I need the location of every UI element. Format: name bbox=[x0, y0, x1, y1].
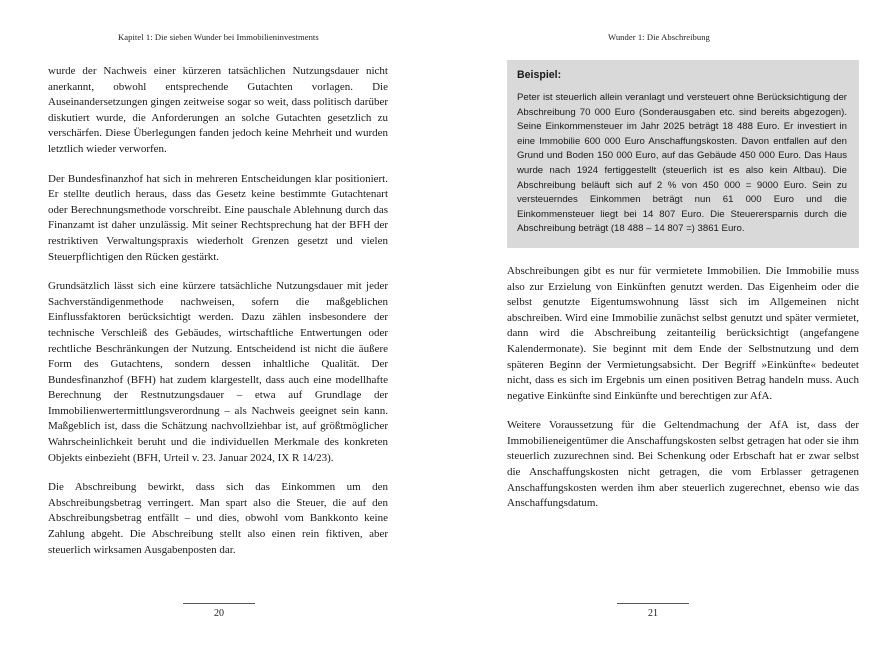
paragraph: Die Abschreibung bewirkt, dass sich das Einkommen um den Abschreibungsbetrag verringert. Man spart also die Steuer, die auf den Abschreibungsbetrag entfällt – und dies, obwohl vom Bankkonto keine Zahlung abgeht. Die Abschreibung stellt also einen rein fiktiven, aber steuerlich wirksamen Ausgabenposten dar. bbox=[48, 481, 388, 556]
paragraph: Weitere Voraussetzung für die Geltendmachung der AfA ist, dass der Immobilieneigentümer die Anschaffungskosten selbst getragen hat oder sie ihm steuerlich zuzurechnen sind. Bei Schenkung oder Erbschaft hat er zwar selbst die Anschaffungskosten nicht getragen, die vom Erblasser getragenen Anschaffungskosten werden ihm aber steuerlich zugerechnet, ebenso wie das Anschaffungsdatum. bbox=[507, 419, 859, 510]
running-head: Wunder 1: Die Abschreibung bbox=[608, 32, 710, 42]
example-title: Beispiel: bbox=[517, 69, 562, 81]
paragraph: Abschreibungen gibt es nur für vermietete Immobilien. Die Immobilie muss also zur Erzielung von Einkünften genutzt werden. Das Eigenheim oder die selbst genutzte Eigentumswohnung lässt sich im Allgemeinen nicht abschreiben. Wird eine Immobilie zunächst selbst genutzt und später vermietet, dann wird die Abschreibung zeitanteilig berücksichtigt (angefangene Kalendermonate). Sie beginnt mit dem Ende der Selbstnutzung und dem späteren Beginn der Vermietungsabsicht. Der Begriff »Einkünfte« bedeutet nicht, dass es sich im Ergebnis um einen positiven Betrag handeln muss. Auch negative Einkünfte sind Einkünfte und berechtigen zur AfA. bbox=[507, 264, 859, 402]
footer-rule bbox=[617, 603, 689, 604]
paragraph: wurde der Nachweis einer kürzeren tatsächlichen Nutzungsdauer nicht anerkannt, obwohl entsprechende Gutachten vorlagen. Die Auseinandersetzungen gingen zeitweise sogar so weit, dass politisch darüber diskutiert wurde, die Anforderungen an solche Gutachten gesetzlich zu verschärfen. Diese Überlegungen fanden jedoch keine Mehrheit und wurden letztlich wieder verworfen. bbox=[48, 65, 388, 155]
page-number: 21 bbox=[648, 608, 658, 619]
example-text: Peter ist steuerlich allein veranlagt und versteuert ohne Berücksichtigung der Abschreibung 70 000 Euro (Sonderausgaben etc. sind bereits abgezogen). Seine Einkommensteuer im Jahr 2025 beträgt 18 488 Euro. Er investiert in eine Immobilie 600 000 Euro Anschaffungskosten. Davon entfallen auf den Grund und Boden 150 000 Euro, auf das Gebäude 450 000 Euro. Das Haus wurde nach 1924 fertiggestellt (steuerlich ist es also kein Altbau). Die Abschreibung beläuft sich auf 2 % von 450 000 = 9000 Euro. Sein zu versteuerndes Einkommen beträgt nun 61 000 Euro und die Einkommensteuer liegt bei 14 807 Euro. Die Steuerersparnis durch die Abschreibung beträgt (18 488 – 14 807 =) 3861 Euro. bbox=[517, 92, 847, 235]
page-body bbox=[507, 64, 859, 526]
paragraph: Grundsätzlich lässt sich eine kürzere tatsächliche Nutzungsdauer mit jeder Sachverständigenmethode nachweisen, sofern die maßgeblichen Einflussfaktoren berücksichtigt werden. Dazu zählen insbesondere der technische Verschleiß des Gebäudes, wirtschaftliche Entwertungen oder rechtliche Beschränkungen der Nutzung. Entscheidend ist nicht die äußere Form des Gutachtens, sondern dessen inhaltliche Qualität. Der Bundesfinanzhof (BFH) hat zudem klargestellt, dass auch eine modellhafte Berechnung der Restnutzungsdauer – etwa auf Grundlage der Immobilienwertermittlungsverordnung – als Nachweis geeignet sein kann. Maßgeblich ist, dass die Schätzung nachvollziehbar ist, auf größtmöglicher Wahrscheinlichkeit beruht und die individuellen Merkmale des konkreten Objekts einbezieht (BFH, Urteil v. 23. Januar 2024, IX R 14/23). bbox=[48, 280, 388, 464]
running-head: Kapitel 1: Die sieben Wunder bei Immobilieninvestments bbox=[118, 32, 319, 42]
paragraph: Der Bundesfinanzhof hat sich in mehreren Entscheidungen klar positioniert. Er stellte deutlich heraus, dass das Gesetz keine bestimmte Gutachtenart oder Berechnungsmethode vorschreibt. Eine pauschale Ablehnung durch das Finanzamt ist daher unzulässig. Mit seiner Rechtsprechung hat der BFH der restriktiven Verwaltungspraxis wiederholt Grenzen gesetzt und vielen Steuerpflichtigen den Rücken gestärkt. bbox=[48, 172, 388, 263]
example-box bbox=[507, 60, 859, 248]
page-body bbox=[48, 64, 388, 572]
footer-rule bbox=[183, 603, 255, 604]
right-page bbox=[437, 0, 874, 648]
page-number: 20 bbox=[214, 608, 224, 619]
